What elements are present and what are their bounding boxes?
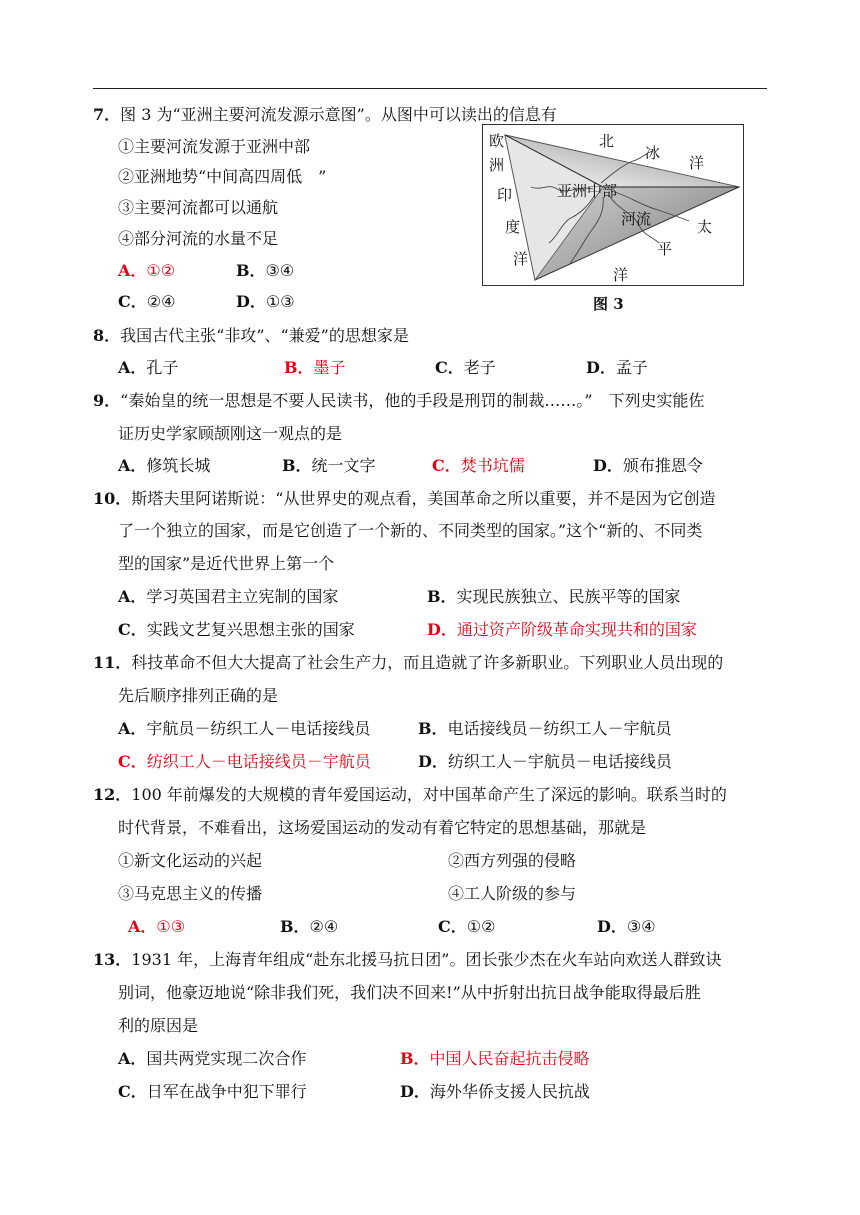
question-7-text: 图 3 为“亚洲主要河流发源示意图”。从图中可以读出的信息有 xyxy=(120,105,557,124)
option-letter: C． xyxy=(438,917,467,936)
option-letter: B． xyxy=(427,587,457,606)
map-label-ocean-pacific: 洋 xyxy=(613,266,629,284)
option-text: 实践文艺复兴思想主张的国家 xyxy=(146,620,355,639)
option-letter: D． xyxy=(400,1082,430,1101)
option-letter: C． xyxy=(118,1082,147,1101)
question-12-stem xyxy=(93,785,727,805)
option-text: ①③ xyxy=(156,917,186,936)
map-label-ocean-north: 洋 xyxy=(689,154,705,172)
question-11-option-c[interactable] xyxy=(118,752,371,772)
question-10-text-3: 型的国家”是近代世界上第一个 xyxy=(118,554,335,573)
option-letter: C． xyxy=(118,292,147,311)
option-text: ①② xyxy=(466,917,496,936)
question-13-text-2: 别词，他豪迈地说“除非我们死，我们决不回来!”从中折射出抗日战争能取得最后胜 xyxy=(118,983,701,1002)
option-text: ①② xyxy=(146,261,176,280)
option-letter: A． xyxy=(118,719,147,738)
option-letter: B． xyxy=(236,261,266,280)
option-text: ②④ xyxy=(146,292,176,311)
question-9-number: 9． xyxy=(93,391,121,410)
question-10-text-1: 斯塔夫里阿诺斯说：“从世界史的观点看，美国革命之所以重要，并不是因为它创造 xyxy=(131,489,716,508)
map-label-tai: 太 xyxy=(697,218,713,236)
option-text: 通过资产阶级革命实现共和的国家 xyxy=(456,620,697,639)
option-letter: D． xyxy=(593,456,623,475)
option-letter: D． xyxy=(427,620,457,639)
question-9-option-d[interactable] xyxy=(593,456,703,476)
question-12-item-1: ①新文化运动的兴起 xyxy=(118,851,263,870)
question-12-item-4: ④工人阶级的参与 xyxy=(448,884,577,903)
option-text: 孟子 xyxy=(615,358,648,377)
question-9-text-1: “秦始皇的统一思想是不要人民读书，他的手段是刑罚的制裁……。” 下列史实能佐 xyxy=(120,391,705,410)
option-text: 孔子 xyxy=(146,358,179,377)
map-label-europe-2: 洲 xyxy=(489,156,505,174)
option-text: 中国人民奋起抗击侵略 xyxy=(429,1049,590,1068)
question-7-item-1: ①主要河流发源于亚洲中部 xyxy=(118,137,311,156)
question-8-option-d[interactable] xyxy=(586,358,648,378)
map-label-ping: 平 xyxy=(657,240,673,258)
question-11-stem xyxy=(93,653,723,673)
question-12-number: 12． xyxy=(93,785,132,804)
question-10-option-d[interactable] xyxy=(427,620,697,640)
option-text: ②④ xyxy=(309,917,339,936)
question-12-option-c[interactable] xyxy=(438,917,495,937)
option-letter: A． xyxy=(118,587,147,606)
map-label-europe: 欧 xyxy=(489,132,505,150)
question-7-option-b[interactable] xyxy=(236,261,294,281)
option-text: 焚书坑儒 xyxy=(460,456,525,475)
question-9-option-b[interactable] xyxy=(282,456,376,476)
option-text: 国共两党实现二次合作 xyxy=(146,1049,307,1068)
question-7-item-3: ③主要河流都可以通航 xyxy=(118,198,279,217)
question-13-option-a[interactable] xyxy=(118,1049,306,1069)
map-label-india-3: 洋 xyxy=(513,250,529,268)
option-text: 纺织工人－宇航员－电话接线员 xyxy=(447,752,672,771)
question-13-option-d[interactable] xyxy=(400,1082,590,1102)
option-letter: A． xyxy=(118,358,147,377)
question-13-stem xyxy=(93,950,721,970)
figure-caption: 图 3 xyxy=(593,295,624,313)
question-13-number: 13． xyxy=(93,950,132,969)
question-12-item-2: ②西方列强的侵略 xyxy=(448,851,577,870)
option-letter: B． xyxy=(280,917,310,936)
question-8-number: 8． xyxy=(93,326,121,345)
question-8-option-c[interactable] xyxy=(435,358,496,378)
option-letter: D． xyxy=(597,917,627,936)
option-text: ③④ xyxy=(626,917,656,936)
option-letter: A． xyxy=(118,261,147,280)
question-7-stem xyxy=(93,105,557,125)
question-12-text-1: 100 年前爆发的大规模的青年爱国运动，对中国革命产生了深远的影响。联系当时的 xyxy=(131,785,727,804)
map-label-india-1: 印 xyxy=(497,186,513,204)
question-7-item-2: ②亚洲地势“中间高四周低 ” xyxy=(118,167,327,186)
question-11-number: 11． xyxy=(93,653,132,672)
option-letter: B． xyxy=(284,358,314,377)
map-label-rivers: 河流 xyxy=(621,210,652,228)
question-12-option-d[interactable] xyxy=(597,917,656,937)
option-letter: B． xyxy=(418,719,448,738)
question-13-text-3: 利的原因是 xyxy=(118,1016,199,1035)
question-12-item-3: ③马克思主义的传播 xyxy=(118,884,263,903)
question-10-stem xyxy=(93,489,715,509)
map-label-ice: 冰 xyxy=(645,144,661,162)
option-text: 纺织工人－电话接线员－宇航员 xyxy=(146,752,371,771)
option-letter: D． xyxy=(586,358,616,377)
question-10-option-c[interactable] xyxy=(118,620,355,640)
option-text: 宇航员－纺织工人－电话接线员 xyxy=(146,719,371,738)
question-10-number: 10． xyxy=(93,489,132,508)
question-12-option-a[interactable] xyxy=(128,917,185,937)
option-text: ①③ xyxy=(265,292,295,311)
option-text: 学习英国君主立宪制的国家 xyxy=(146,587,339,606)
option-text: 颁布推恩令 xyxy=(622,456,703,475)
option-text: 修筑长城 xyxy=(146,456,211,475)
option-letter: A． xyxy=(118,456,147,475)
question-10-text-2: 了一个独立的国家，而是它创造了一个新的、不同类型的国家。”这个“新的、不同类 xyxy=(118,521,703,540)
option-text: 统一文字 xyxy=(311,456,376,475)
option-text: ③④ xyxy=(265,261,295,280)
question-13-option-b[interactable] xyxy=(400,1049,590,1069)
question-8-option-b[interactable] xyxy=(284,358,346,378)
question-11-option-b[interactable] xyxy=(418,719,672,739)
question-8-stem xyxy=(93,326,409,346)
question-10-option-b[interactable] xyxy=(427,587,681,607)
question-8-option-a[interactable] xyxy=(118,358,178,378)
option-text: 墨子 xyxy=(313,358,346,377)
map-label-north: 北 xyxy=(599,132,615,150)
option-letter: A． xyxy=(118,1049,147,1068)
question-12-option-b[interactable] xyxy=(280,917,338,937)
question-11-text-1: 科技革命不但大大提高了社会生产力，而且造就了许多新职业。下列职业人员出现的 xyxy=(131,653,724,672)
question-8-text: 我国古代主张“非攻”、“兼爱”的思想家是 xyxy=(120,326,409,345)
question-13-text-1: 1931 年，上海青年组成“赴东北援马抗日团”。团长张少杰在火车站向欢送人群致诀 xyxy=(131,950,722,969)
question-9-stem xyxy=(93,391,705,411)
question-7-option-c[interactable] xyxy=(118,292,175,312)
question-7-item-4: ④部分河流的水量不足 xyxy=(118,229,279,248)
option-text: 老子 xyxy=(463,358,496,377)
question-9-text-2: 证历史学家顾颉刚这一观点的是 xyxy=(118,424,343,443)
question-11-option-a[interactable] xyxy=(118,719,370,739)
question-7-number: 7． xyxy=(93,105,121,124)
option-letter: C． xyxy=(118,620,147,639)
option-letter: D． xyxy=(418,752,448,771)
option-letter: C． xyxy=(118,752,147,771)
question-12-text-2: 时代背景，不难看出，这场爱国运动的发动有着它特定的思想基础，那就是 xyxy=(118,818,647,837)
question-9-option-a[interactable] xyxy=(118,456,210,476)
option-letter: A． xyxy=(128,917,157,936)
question-9-option-c[interactable] xyxy=(432,456,525,476)
option-text: 实现民族独立、民族平等的国家 xyxy=(456,587,681,606)
map-label-india-2: 度 xyxy=(505,218,521,236)
question-7-option-d[interactable] xyxy=(236,292,295,312)
option-text: 电话接线员－纺织工人－宇航员 xyxy=(447,719,672,738)
question-11-option-d[interactable] xyxy=(418,752,672,772)
question-7-option-a[interactable] xyxy=(118,261,175,281)
option-letter: B． xyxy=(282,456,312,475)
map-label-central-asia: 亚洲中部 xyxy=(557,182,618,200)
option-letter: C． xyxy=(432,456,461,475)
option-letter: C． xyxy=(435,358,464,377)
option-letter: B． xyxy=(400,1049,430,1068)
header-rule xyxy=(93,88,767,89)
question-10-option-a[interactable] xyxy=(118,587,338,607)
option-text: 日军在战争中犯下罪行 xyxy=(146,1082,307,1101)
option-text: 海外华侨支援人民抗战 xyxy=(429,1082,590,1101)
asia-rivers-figure xyxy=(482,124,744,286)
question-11-text-2: 先后顺序排列正确的是 xyxy=(118,686,279,705)
question-13-option-c[interactable] xyxy=(118,1082,307,1102)
option-letter: D． xyxy=(236,292,266,311)
